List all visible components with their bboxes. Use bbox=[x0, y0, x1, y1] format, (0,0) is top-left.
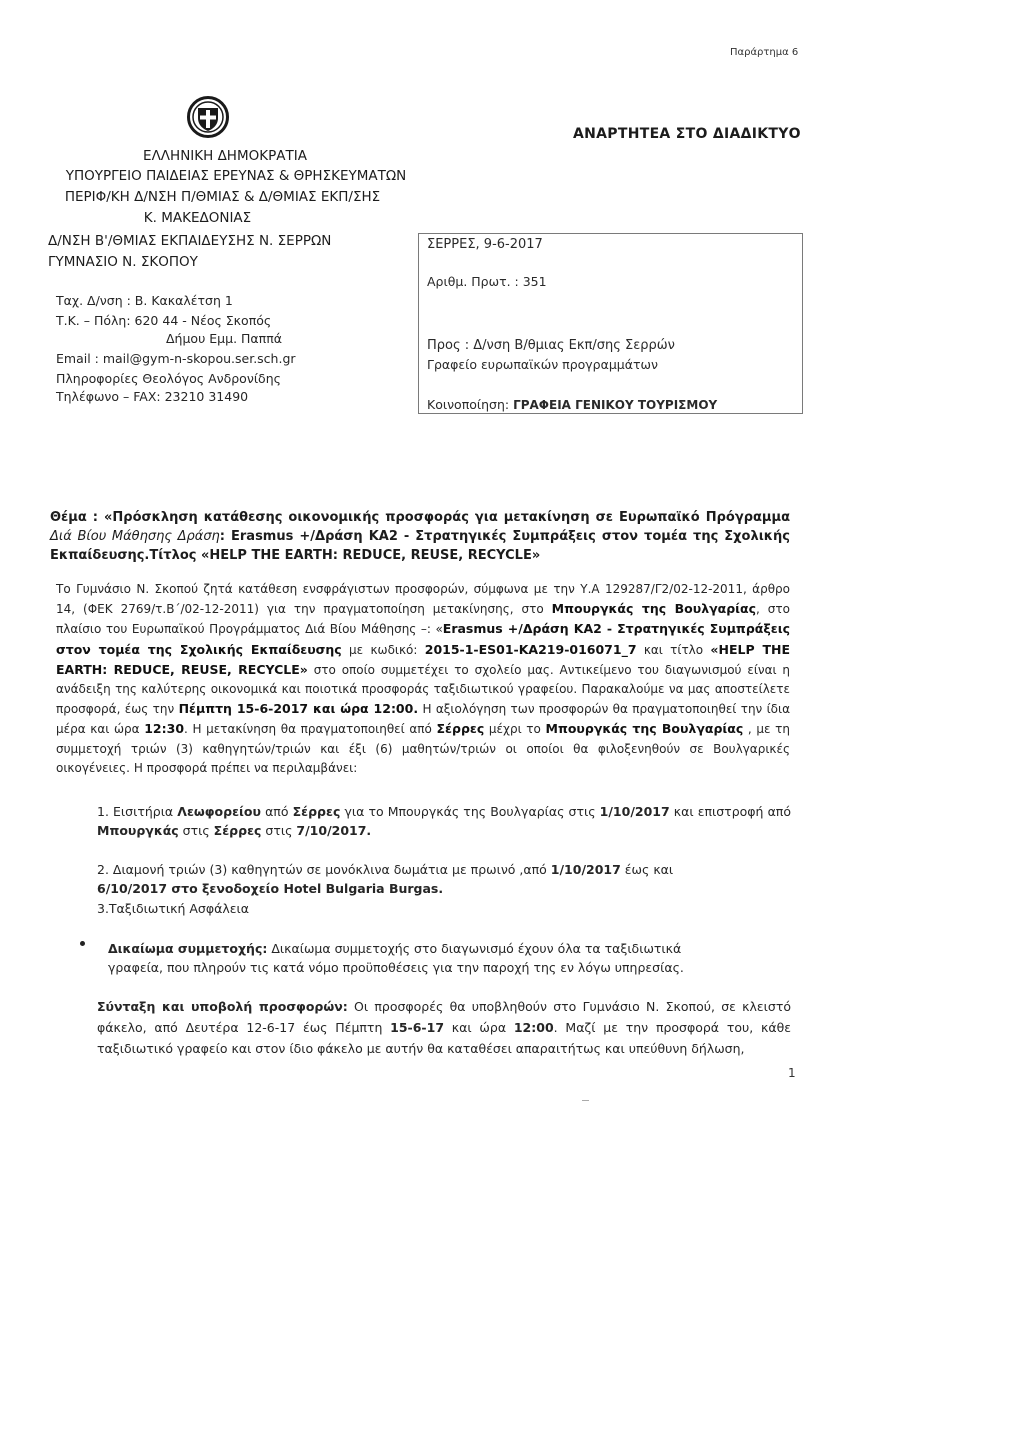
document-date: ΣΕΡΡΕΣ, 9-6-2017 bbox=[427, 237, 543, 252]
item-bold: Μπουργκάς bbox=[97, 823, 179, 838]
cc-value: ΓΡΑΦΕΙΑ ΓΕΝΙΚΟΥ ΤΟΥΡΙΣΜΟΥ bbox=[513, 398, 718, 412]
contact-info: Πληροφορίες Θεολόγος Ανδρονίδης bbox=[56, 371, 281, 386]
bullet-icon bbox=[80, 941, 85, 946]
list-item-bus-tickets bbox=[97, 802, 791, 840]
contact-municipality: Δήμου Εμμ. Παππά bbox=[166, 331, 282, 346]
body-paragraph bbox=[56, 580, 790, 778]
project-code: 2015-1-ES01-KA219-016071_7 bbox=[424, 641, 637, 657]
body-text: , στο πλαίσιο του Ευρωπαϊκού Προγράμματος Διά Βίου Μάθησης –: « bbox=[56, 602, 790, 637]
body-text: . Η μετακίνηση θα πραγματοποιηθεί από bbox=[184, 722, 437, 737]
annex-label: Παράρτημα 6 bbox=[730, 47, 799, 58]
body-text: Το Γυμνάσιο Ν. Σκοπού ζητά κατάθεση ενσφράγιστων προσφορών, σύμφωνα με την Υ.Α 129287/Γ2/02-12-2011, άρθρο 14, (ΦΕΚ 2769/τ.Β΄/02-12-2011) για την πραγματοποίηση μετακίνησης, στο bbox=[56, 582, 790, 617]
scan-speck bbox=[582, 1100, 589, 1101]
body-text: με κωδικό: bbox=[341, 642, 425, 657]
sender-school: ΓΥΜΝΑΣΙΟ Ν. ΣΚΟΠΟΥ bbox=[48, 254, 198, 270]
submission-text: . Μαζί με την προσφορά του, κάθε ταξιδιωτικό γραφείο και στον ίδιο φάκελο με αυτήν θα καταθέσει απαραιτήτως και υπεύθυνη δήλωση, bbox=[97, 1020, 791, 1056]
deadline: Πέμπτη 15-6-2017 και ώρα 12:00. bbox=[178, 701, 419, 717]
list-item-accommodation bbox=[97, 860, 717, 898]
carbon-copy bbox=[427, 397, 717, 412]
evaluation-time: 12:30 bbox=[144, 721, 185, 737]
sender-regional-directorate: ΠΕΡΙΦ/ΚΗ Δ/ΝΣΗ Π/ΘΜΙΑΣ & Δ/ΘΜΙΑΣ ΕΚΠ/ΣΗΣ bbox=[64, 189, 381, 205]
subject-italic: Διά Βίου Μάθησης Δράση bbox=[50, 529, 220, 544]
page-number: 1 bbox=[788, 1066, 796, 1080]
body-text: μέχρι το bbox=[484, 722, 546, 737]
contact-email: Email : mail@gym-n-skopou.ser.sch.gr bbox=[56, 351, 296, 366]
protocol-number: Αριθμ. Πρωτ. : 351 bbox=[427, 274, 547, 289]
submission-bold: 15-6-17 bbox=[390, 1020, 445, 1035]
item-bold: 1/10/2017 bbox=[599, 804, 670, 819]
body-bold: Σέρρες bbox=[436, 721, 485, 737]
body-text: Η αξιολόγηση των προσφορών θα πραγματοποιηθεί την ίδια μέρα και ώρα bbox=[56, 702, 790, 737]
submission-paragraph bbox=[97, 996, 791, 1059]
submission-bold: 12:00 bbox=[513, 1020, 554, 1035]
list-item-insurance: 3.Ταξιδιωτική Ασφάλεια bbox=[97, 901, 249, 916]
body-bold: Μπουργκάς της Βουλγαρίας bbox=[551, 601, 757, 617]
submission-text: και ώρα bbox=[444, 1020, 514, 1035]
item-bold: Σέρρες bbox=[292, 804, 341, 819]
body-bold: Erasmus +/Δράση ΚΑ2 - Στρατηγικές Συμπράξεις στον τομέα της Σχολικής Εκπαίδευσης bbox=[56, 621, 790, 657]
item-bold: 1/10/2017 bbox=[550, 862, 621, 877]
item-text: και επιστροφή από bbox=[669, 804, 791, 819]
body-text: στο οποίο συμμετέχει το σχολείο μας. Αντικείμενο του διαγωνισμού είναι η ανάδειξη της καλύτερης οικονομικά και ποιοτικά προσφοράς ταξιδιωτικού γραφείου. Παρακαλούμε να μας αποστείλετε προσφορά, έως την bbox=[56, 662, 790, 717]
participation-rights bbox=[108, 939, 711, 977]
item-bold: 7/10/2017. bbox=[296, 823, 372, 838]
item-text: έως και bbox=[620, 862, 674, 877]
item-text: στις bbox=[261, 823, 297, 838]
item-text: στις bbox=[178, 823, 214, 838]
item-bold: στο ξενοδοχείο bbox=[167, 881, 284, 896]
sender-ministry: ΥΠΟΥΡΓΕΙΟ ΠΑΙΔΕΙΑΣ ΕΡΕΥΝΑΣ & ΘΡΗΣΚΕΥΜΑΤΩΝ bbox=[65, 168, 407, 184]
body-text: , με τη συμμετοχή τριών (3) καθηγητών/τριών και έξι (6) μαθητών/τριών οι οποίοι θα φιλοξενηθούν σε Βουλγαρικές οικογένειες. Η προσφορά πρέπει να περιλαμβάνει: bbox=[56, 722, 790, 775]
subject-heading bbox=[50, 508, 790, 565]
item-text: 2. Διαμονή τριών (3) καθηγητών σε μονόκλινα δωμάτια με πρωινό ,από bbox=[97, 862, 551, 877]
rights-text: Δικαίωμα συμμετοχής στο διαγωνισμό έχουν όλα τα ταξιδιωτικά γραφεία, που πληρούν τις κατά νόμο προϋποθέσεις για την παροχή της εν λόγω υπηρεσίας. bbox=[108, 941, 684, 975]
item-bold: Λεωφορείου bbox=[177, 804, 261, 819]
publish-online-note: ΑΝΑΡΤΗΤΕΑ ΣΤΟ ΔΙΑΔΙΚΤΥΟ bbox=[573, 126, 801, 142]
contact-address: Ταχ. Δ/νση : Β. Κακαλέτση 1 bbox=[56, 293, 233, 308]
body-bold: Μπουργκάς της Βουλγαρίας bbox=[545, 721, 744, 737]
contact-city: Τ.Κ. – Πόλη: 620 44 - Νέος Σκοπός bbox=[56, 313, 272, 328]
subject-part: Θέμα : «Πρόσκληση κατάθεσης οικονομικής προσφοράς για μετακίνηση σε Ευρωπαϊκό Πρόγραμμα bbox=[50, 510, 790, 525]
sender-directorate: Δ/ΝΣΗ Β'/ΘΜΙΑΣ ΕΚΠΑΙΔΕΥΣΗΣ Ν. ΣΕΡΡΩΝ bbox=[48, 233, 332, 249]
item-text: από bbox=[260, 804, 293, 819]
body-text: και τίτλο bbox=[636, 642, 711, 657]
cc-label: Κοινοποίηση: bbox=[427, 397, 514, 412]
recipient-office: Γραφείο ευρωπαϊκών προγραμμάτων bbox=[427, 357, 658, 372]
project-title: «HELP THE EARTH: REDUCE, REUSE, RECYCLE» bbox=[56, 641, 790, 677]
contact-phone: Τηλέφωνο – FAX: 23210 31490 bbox=[56, 389, 249, 404]
subject-part: : Erasmus +/Δράση ΚΑ2 - Στρατηγικές Συμπράξεις στον τομέα της Σχολικής Εκπαίδευσης.Τίτλος «HELP THE EARTH: REDUCE, REUSE, RECYCLE» bbox=[50, 529, 790, 563]
item-text: 1. Εισιτήρια bbox=[97, 804, 178, 819]
sender-region: Κ. ΜΑΚΕΔΟΝΙΑΣ bbox=[143, 210, 252, 226]
greek-emblem-icon bbox=[187, 96, 229, 138]
recipient-box bbox=[418, 233, 803, 414]
submission-text: Οι προσφορές θα υποβληθούν στο Γυμνάσιο Ν. Σκοπού, σε κλειστό φάκελο, από Δευτέρα 12-6-17 έως Πέμπτη bbox=[97, 999, 791, 1035]
recipient: Προς : Δ/νση Β/θμιας Εκπ/σης Σερρών bbox=[427, 338, 675, 353]
sender-republic: ΕΛΛΗΝΙΚΗ ΔΗΜΟΚΡΑΤΙΑ bbox=[143, 148, 307, 164]
submission-label: Σύνταξη και υποβολή προσφορών: bbox=[97, 999, 348, 1014]
item-text: για το Μπουργκάς της Βουλγαρίας στις bbox=[340, 804, 600, 819]
item-bold: Σέρρες bbox=[213, 823, 262, 838]
hotel-name: Hotel Bulgaria Burgas. bbox=[283, 881, 444, 896]
item-bold: 6/10/2017 bbox=[97, 881, 168, 896]
rights-label: Δικαίωμα συμμετοχής: bbox=[108, 941, 268, 956]
